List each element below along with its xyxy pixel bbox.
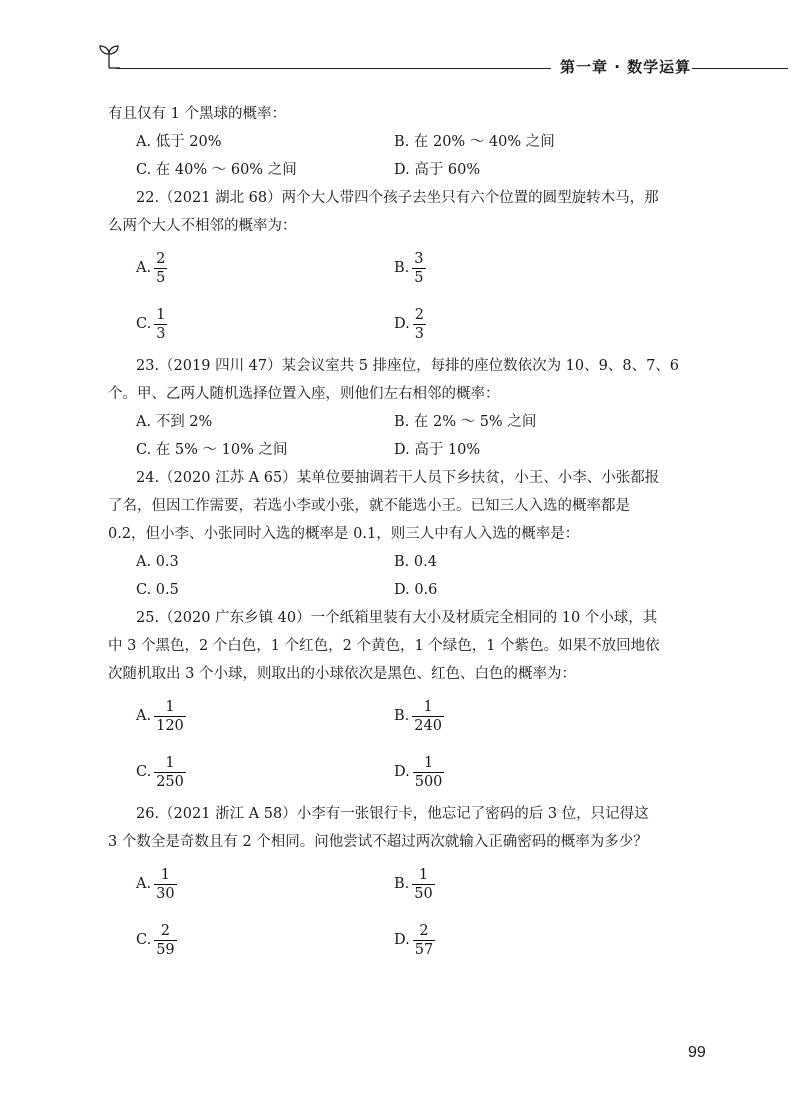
numerator: 1 — [423, 754, 434, 771]
q21-options-row-1 — [136, 128, 696, 156]
q25-options-row-2 — [136, 744, 696, 800]
fraction — [154, 698, 186, 735]
q24-options-row-1 — [136, 548, 696, 576]
numerator: 2 — [156, 250, 166, 267]
denominator: 57 — [414, 941, 434, 958]
numerator: 2 — [160, 922, 171, 939]
q24-option-c: C. 0.5 — [136, 582, 179, 598]
q25-text-line-2: 中 3 个黑色，2 个白色，1 个红色，2 个黄色，1 个绿色，1 个紫色。如果不放回地依 — [108, 638, 660, 654]
denominator: 500 — [414, 773, 443, 790]
q22-option-b — [394, 250, 426, 287]
q21-continuation: 有且仅有 1 个黑球的概率： — [108, 106, 286, 122]
q26-option-a — [136, 866, 394, 903]
q25-text-line-3: 次随机取出 3 个小球，则取出的小球依次是黑色、红色、白色的概率为： — [108, 666, 576, 682]
q21-options-row-2 — [136, 156, 696, 184]
fraction — [413, 754, 445, 791]
header-rule-right — [692, 68, 788, 69]
option-label: C. — [136, 764, 152, 780]
q25-option-a — [136, 698, 394, 735]
numerator: 2 — [419, 922, 429, 939]
q22-option-d — [394, 306, 426, 343]
q22-text-line-2: 么两个大人不相邻的概率为： — [108, 218, 297, 234]
option-label: D. — [394, 932, 410, 948]
denominator: 3 — [156, 325, 166, 342]
option-label: D. — [394, 764, 410, 780]
q26-text-line-2: 3 个数全是奇数且有 2 个相同。问他尝试不超过两次就输入正确密码的概率为多少？ — [108, 834, 648, 850]
q25-option-c — [136, 754, 394, 791]
page-header — [98, 40, 788, 76]
numerator: 2 — [414, 306, 424, 323]
q23-option-c: C. 在 5% ～ 10% 之间 — [136, 442, 288, 458]
denominator: 30 — [156, 885, 175, 902]
denominator: 250 — [156, 773, 184, 790]
q24-options-row-2 — [136, 576, 696, 604]
numerator: 1 — [423, 698, 433, 715]
option-label: C. — [136, 932, 152, 948]
q24-option-a: A. 0.3 — [136, 554, 179, 570]
q24-text-line-3: 0.2，但小李、小张同时入选的概率是 0.1，则三人中有人入选的概率是： — [108, 526, 580, 542]
q24-option-d: D. 0.6 — [394, 582, 438, 598]
fraction — [413, 922, 435, 959]
q23-options-row-2 — [136, 436, 696, 464]
denominator: 59 — [156, 941, 175, 958]
fraction — [412, 250, 425, 287]
option-label: B. — [394, 876, 410, 892]
chapter-title: 第一章 · 数学运算 — [560, 58, 692, 76]
q26-option-c — [136, 922, 394, 959]
q21-option-a: A. 低于 20% — [136, 134, 222, 150]
q23-option-b: B. 在 2% ～ 5% 之间 — [394, 414, 537, 430]
q23-options-row-1 — [136, 408, 696, 436]
denominator: 5 — [414, 269, 424, 286]
q26-text-line-1: 26.（2021 浙江 A 58）小李有一张银行卡，他忘记了密码的后 3 位，只记得这 — [136, 806, 649, 822]
numerator: 1 — [165, 698, 175, 715]
q22-option-a — [136, 250, 394, 287]
q26-options-row-1 — [136, 856, 696, 912]
q25-options-row-1 — [136, 688, 696, 744]
numerator: 1 — [156, 306, 166, 323]
denominator: 240 — [414, 717, 442, 734]
denominator: 3 — [414, 325, 424, 342]
fraction — [154, 250, 167, 287]
fraction — [154, 754, 186, 791]
numerator: 1 — [165, 754, 175, 771]
numerator: 3 — [414, 250, 424, 267]
fraction — [412, 698, 444, 735]
option-label: D. — [394, 316, 410, 332]
q24-text-line-1: 24.（2020 江苏 A 65）某单位要抽调若干人员下乡扶贫，小王、小李、小张都报 — [136, 470, 660, 486]
q23-option-a: A. 不到 2% — [136, 414, 213, 430]
q25-option-b — [394, 698, 444, 735]
fraction — [154, 306, 167, 343]
option-label: B. — [394, 260, 410, 276]
sprout-icon — [98, 40, 120, 70]
q25-option-d — [394, 754, 444, 791]
header-rule-left — [116, 68, 551, 69]
option-label: B. — [394, 708, 410, 724]
q26-option-b — [394, 866, 435, 903]
fraction — [413, 306, 426, 343]
q22-options-row-2 — [136, 296, 696, 352]
page-number: 99 — [688, 1044, 706, 1061]
denominator: 5 — [156, 269, 166, 286]
fraction — [154, 922, 176, 959]
fraction — [154, 866, 176, 903]
q23-text-line-2: 个。甲、乙两人随机选择位置入座，则他们左右相邻的概率： — [108, 386, 500, 402]
q26-options-row-2 — [136, 912, 696, 968]
option-label: A. — [136, 260, 152, 276]
denominator: 50 — [414, 885, 433, 902]
q21-option-b: B. 在 20% ～ 40% 之间 — [394, 134, 555, 150]
denominator: 120 — [156, 717, 184, 734]
q23-option-d: D. 高于 10% — [394, 442, 481, 458]
numerator: 1 — [160, 866, 170, 883]
q24-option-b: B. 0.4 — [394, 554, 437, 570]
q22-options-row-1 — [136, 240, 696, 296]
option-label: A. — [136, 708, 152, 724]
q22-option-c — [136, 306, 394, 343]
fraction — [412, 866, 434, 903]
option-label: A. — [136, 876, 152, 892]
q26-option-d — [394, 922, 435, 959]
q21-option-d: D. 高于 60% — [394, 162, 481, 178]
option-label: C. — [136, 316, 152, 332]
q21-option-c: C. 在 40% ～ 60% 之间 — [136, 162, 297, 178]
q23-text-line-1: 23.（2019 四川 47）某会议室共 5 排座位，每排的座位数依次为 10、9、8、7、6 — [136, 358, 680, 374]
q24-text-line-2: 了名，但因工作需要，若选小李或小张，就不能选小王。已知三人入选的概率都是 — [108, 498, 630, 514]
numerator: 1 — [418, 866, 429, 883]
page-body — [108, 100, 696, 968]
q25-text-line-1: 25.（2020 广东乡镇 40）一个纸箱里装有大小及材质完全相同的 10 个小球，其 — [136, 610, 658, 626]
q22-text-line-1: 22.（2021 湖北 68）两个大人带四个孩子去坐只有六个位置的圆型旋转木马，那 — [136, 190, 659, 206]
